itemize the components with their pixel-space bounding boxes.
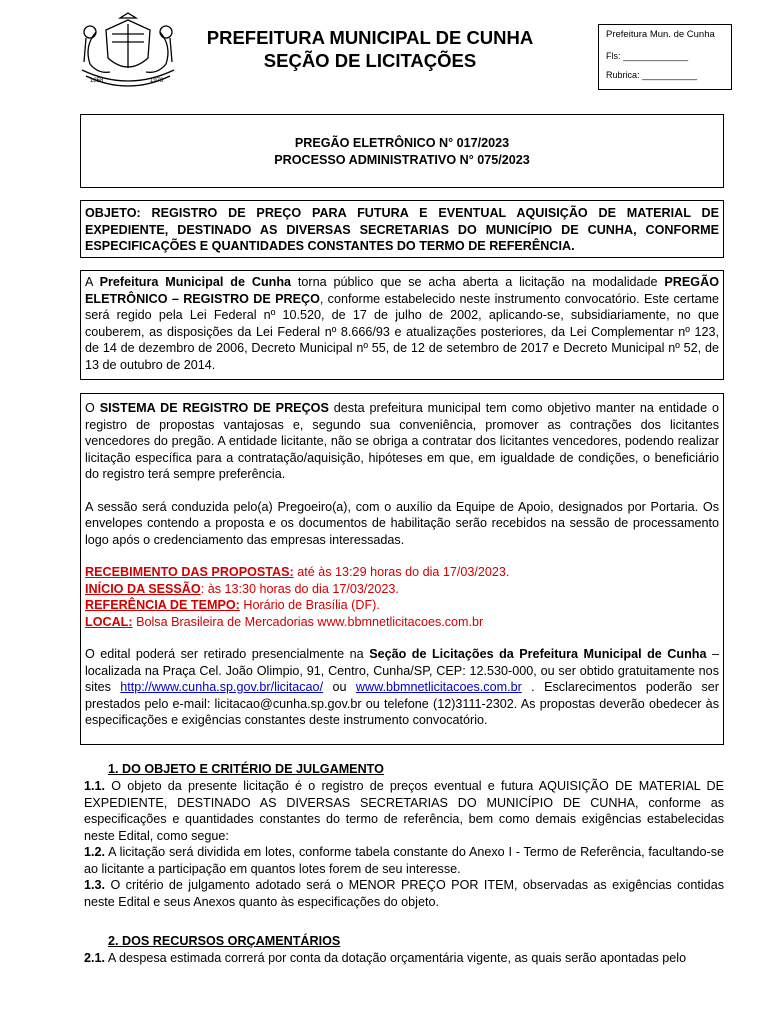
item-1-3-number: 1.3. [84, 878, 106, 892]
preamble-box [80, 270, 724, 380]
session-text: A sessão será conduzida pelo(a) Pregoeiro(a), com o auxílio da Equipe de Apoio, designados por Portaria. Os envelopes contendo a proposta e os documentos de habilitação serão recebidos na sessão de processamento logo após o credenciamento das empresas interessadas. [85, 499, 719, 547]
coat-of-arms-icon [76, 12, 180, 90]
section-2 [84, 934, 724, 967]
objeto-text: OBJETO: REGISTRO DE PREÇO PARA FUTURA E EVENTUAL AQUISIÇÃO DE MATERIAL DE EXPEDIENTE, DESTINADO AS DIVERSAS SECRETARIAS DO MUNICÍPIO DE CUNHA, CONFORME ESPECIFICAÇÕES E QUANTIDADES CONSTANTES DO TERMO DE REFERÊNCIA. [85, 206, 719, 253]
title-line-1: PREFEITURA MUNICIPAL DE CUNHA [206, 27, 534, 48]
logo-year-left: 1858 [90, 78, 104, 84]
preamble-modality: PREGÃO ELETRÔNICO – REGISTRO DE PREÇO [85, 275, 719, 306]
section-2-title: 2. DOS RECURSOS ORÇAMENTÁRIOS [108, 934, 341, 948]
item-2-1-text: A despesa estimada correrá por conta da dotação orçamentária vigente, as quais serão apontadas pelo [105, 951, 687, 965]
preamble-mid: torna público que se acha aberta a licitação na modalidade [291, 275, 665, 289]
stamp-rubrica: Rubrica: ___________ [606, 70, 698, 80]
stamp-fls: Fls: _____________ [606, 51, 689, 61]
edital-d: ou [323, 680, 356, 694]
ref-label: REFERÊNCIA DE TEMPO: [85, 598, 240, 612]
preamble-rest: , conforme estabelecido neste instrumento convocatório. Este certame será regido pela Lei Federal nº 10.520, de 17 de julho de 2002, aplicando-se, subsidiariamente, no que couberem, as disposições da Lei Federal nº 8.666/93 e atualizações posteriores, da Lei Complementar nº 123, de 14 de dezembro de 2006, Decreto Municipal nº 55, de 12 de setembro de 2017 e Decreto Municipal nº 52, de 13 de outubro de 2014. [85, 291, 719, 372]
section-1 [84, 762, 724, 910]
edital-b: Seção de Licitações da Prefeitura Municipal de Cunha [369, 647, 707, 661]
link-bbmnet[interactable]: www.bbmnetlicitacoes.com.br [355, 680, 522, 694]
processo-number: PROCESSO ADMINISTRATIVO N° 075/2023 [274, 153, 530, 167]
schedule-block [85, 564, 719, 630]
stamp-org: Prefeitura Mun. de Cunha [606, 29, 715, 40]
item-2-1 [84, 950, 724, 967]
inicio-value: : às 13:30 horas do dia 17/03/2023. [200, 581, 399, 596]
item-2-1-number: 2.1. [84, 951, 106, 965]
edital-a: O edital poderá ser retirado presencialmente na [85, 647, 370, 661]
item-1-3 [84, 877, 724, 910]
page-stamp [598, 24, 732, 90]
edital-text [85, 646, 719, 729]
item-1-3-text: O critério de julgamento adotado será o MENOR PREÇO POR ITEM, observadas as exigências contidas neste Edital e seus Anexos quanto às especificações do objeto. [84, 878, 724, 909]
edital-c: – localizada na Praça Cel. João Olimpio, 91, Centro, Cunha/SP, CEP: 12.530-000, ou ser obtido gratuitamente nos sites [85, 647, 719, 694]
title-line-2: SEÇÃO DE LICITAÇÕES [263, 50, 477, 71]
procurement-heading [80, 114, 724, 188]
objeto-box [80, 200, 724, 258]
link-cunha-licitacao[interactable]: http://www.cunha.sp.gov.br/licitacao/ [120, 680, 324, 694]
srp-name: SISTEMA DE REGISTRO DE PREÇOS [99, 401, 329, 415]
srp-text [85, 400, 719, 483]
local-label: LOCAL: [85, 614, 133, 629]
section-1-title: 1. DO OBJETO E CRITÉRIO DE JULGAMENTO [108, 762, 384, 776]
local-line [85, 614, 719, 631]
ref-line [85, 597, 719, 614]
preamble-org: Prefeitura Municipal de Cunha [99, 275, 292, 289]
item-1-2-number: 1.2. [84, 845, 106, 859]
receb-value: até às 13:29 horas do dia 17/03/2023. [293, 565, 510, 579]
inicio-label: INÍCIO DA SESSÃO [85, 581, 201, 596]
receb-label: RECEBIMENTO DAS PROPOSTAS: [85, 565, 294, 579]
item-1-2 [84, 844, 724, 877]
preamble-text [85, 274, 719, 373]
srp-body: desta prefeitura municipal tem como objetivo manter na entidade o registro de propostas vantajosas e, segundo sua conveniência, promover as contrações dos licitantes vencedores do pregão. A entidade licitante, não se obriga a contratar dos licitantes vencedores, podendo realizar licitação específica para a contratação/aquisição, hipóteses em que, em igualdade de condições, o beneficiário do registro terá sempre preferência. [85, 401, 719, 481]
item-1-2-text: A licitação será dividida em lotes, conforme tabela constante do Anexo I - Termo de Referência, facultando-se ao licitante a participação em quantos lotes forem de seu interesse. [84, 845, 724, 876]
srp-box [80, 393, 724, 745]
item-1-1 [84, 778, 724, 844]
srp-o: O [85, 401, 100, 415]
item-1-1-number: 1.1. [84, 779, 106, 793]
inicio-line [85, 581, 719, 598]
item-1-1-text: O objeto da presente licitação é o registro de preços eventual e futura AQUISIÇÃO DE MATERIAL DE EXPEDIENTE, DESTINADO AS DIVERSAS SECRETARIAS DO MUNICÍPIO DE CUNHA, conforme as especificações e quantidades constantes do termo de referência, bem como demais exigências estabelecidas neste Edital, como segue: [84, 779, 724, 843]
ref-value: Horário de Brasília (DF). [239, 598, 380, 612]
page-title [190, 26, 550, 72]
logo-year-right: 1978 [150, 78, 164, 84]
edital-e: . Esclarecimentos poderão ser prestados pelo e-mail: licitacao@cunha.sp.gov.br ou telefone (12)3111-2302. As propostas deverão obedecer às especificações e exigências constantes deste instrumento convocatório. [85, 680, 719, 727]
municipal-coat-of-arms-logo [76, 12, 180, 90]
receb-line [85, 564, 719, 581]
pregao-number: PREGÃO ELETRÔNICO N° 017/2023 [294, 136, 510, 150]
preamble-a: A [85, 275, 100, 289]
local-value: Bolsa Brasileira de Mercadorias www.bbmnetlicitacoes.com.br [132, 614, 484, 629]
